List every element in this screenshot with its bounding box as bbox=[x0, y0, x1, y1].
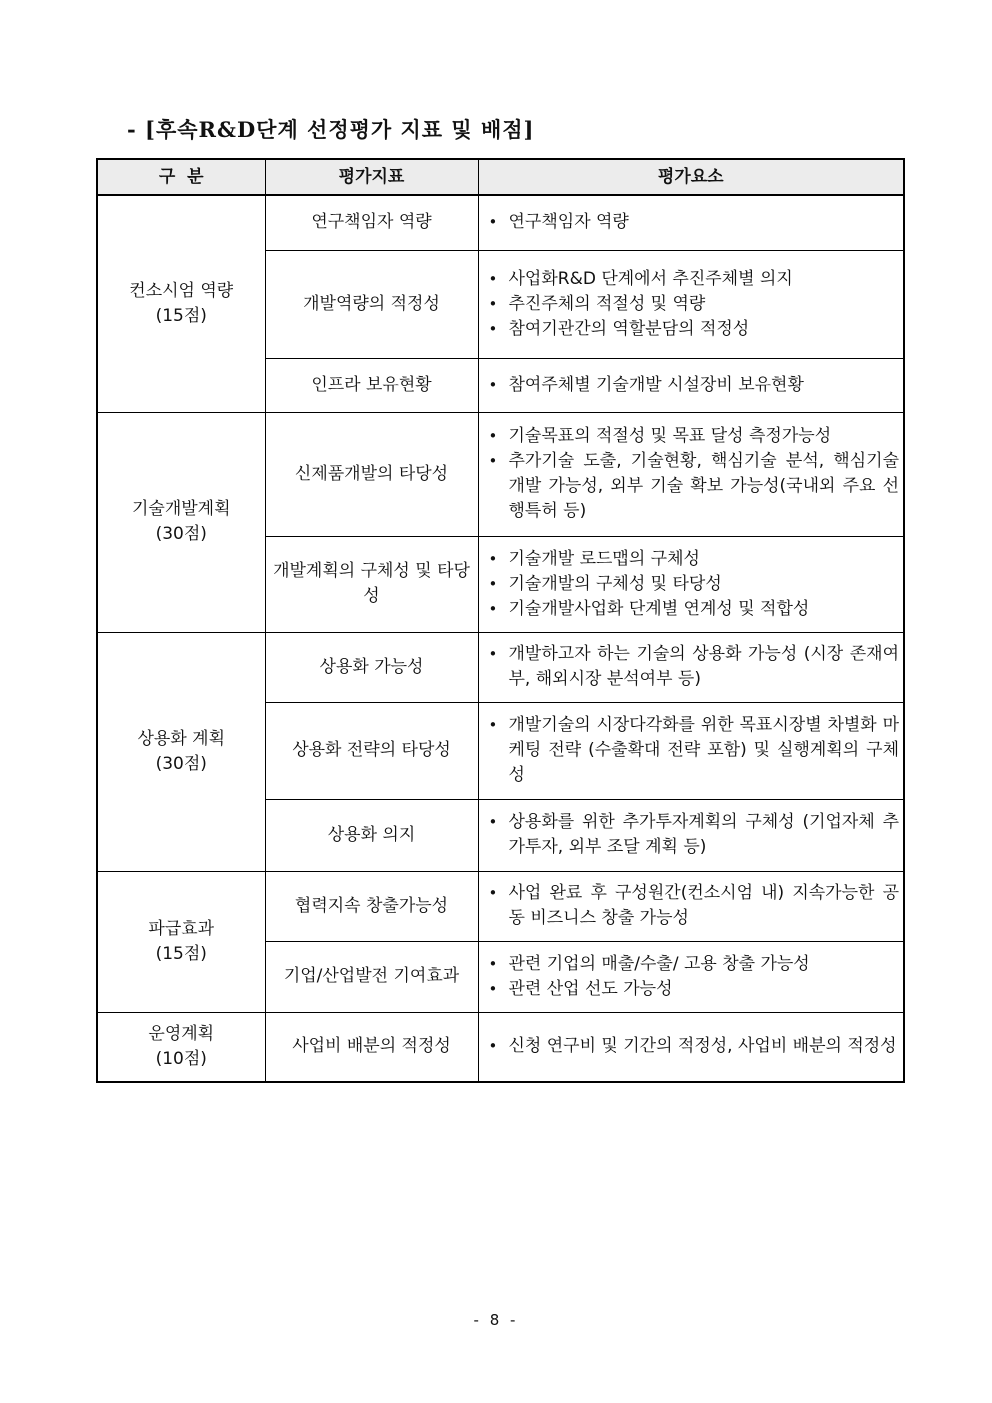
category-name: 기술개발계획 bbox=[131, 499, 231, 519]
category-cell bbox=[97, 871, 265, 1012]
list-item: • 기술개발의 구체성 및 타당성 bbox=[483, 572, 900, 597]
list-item: • 기술개발 로드맵의 구체성 bbox=[483, 547, 900, 572]
table-row bbox=[97, 632, 904, 702]
category-cell bbox=[97, 412, 265, 632]
table-body bbox=[97, 195, 904, 1082]
list-item: • 추진주체의 적절성 및 역량 bbox=[483, 292, 900, 317]
list-item: • 개발하고자 하는 기술의 상용화 가능성 (시장 존재여부, 해외시장 분석여부 등) bbox=[483, 642, 900, 692]
elements-list bbox=[483, 881, 900, 931]
list-item: • 관련 기업의 매출/수출/ 고용 창출 가능성 bbox=[483, 952, 900, 977]
indicator-cell: 상용화 의지 bbox=[265, 799, 478, 871]
category-name: 컨소시엄 역량 bbox=[129, 280, 234, 301]
indicator-cell: 상용화 전략의 타당성 bbox=[265, 702, 478, 799]
elements-cell bbox=[478, 412, 904, 536]
indicator-cell: 연구책임자 역량 bbox=[265, 195, 478, 250]
category-points: (30점) bbox=[155, 524, 207, 544]
category-name: 운영계획 bbox=[148, 1023, 215, 1044]
list-item: • 사업화R&D 단계에서 추진주체별 의지 bbox=[483, 267, 900, 292]
category-points: (10점) bbox=[155, 1048, 207, 1069]
category-name: 파급효과 bbox=[148, 918, 215, 939]
list-item: • 기술목표의 적절성 및 목표 달성 측정가능성 bbox=[483, 424, 900, 449]
indicator-cell: 개발역량의 적정성 bbox=[265, 250, 478, 358]
elements-list bbox=[483, 810, 900, 860]
table-row bbox=[97, 1012, 904, 1082]
list-item: • 신청 연구비 및 기간의 적정성, 사업비 배분의 적정성 bbox=[483, 1034, 900, 1059]
indicator-cell: 기업/산업발전 기여효과 bbox=[265, 941, 478, 1012]
elements-cell bbox=[478, 632, 904, 702]
table-row bbox=[97, 871, 904, 941]
elements-cell bbox=[478, 195, 904, 250]
elements-list bbox=[483, 642, 900, 692]
elements-cell bbox=[478, 941, 904, 1012]
elements-list bbox=[483, 713, 900, 788]
category-points: (15점) bbox=[155, 943, 207, 964]
category-points: (30점) bbox=[155, 753, 207, 774]
elements-list bbox=[483, 952, 900, 1002]
table-header-row bbox=[97, 159, 904, 195]
indicator-cell: 신제품개발의 타당성 bbox=[265, 412, 478, 536]
table-row bbox=[97, 412, 904, 536]
list-item: • 기술개발사업화 단계별 연계성 및 적합성 bbox=[483, 597, 900, 622]
elements-list bbox=[483, 373, 900, 398]
elements-list bbox=[483, 210, 900, 235]
header-category: 구 분 bbox=[97, 159, 265, 195]
indicator-cell: 인프라 보유현황 bbox=[265, 358, 478, 412]
table-row bbox=[97, 195, 904, 250]
category-cell bbox=[97, 195, 265, 412]
indicator-cell: 상용화 가능성 bbox=[265, 632, 478, 702]
category-cell bbox=[97, 1012, 265, 1082]
elements-cell bbox=[478, 358, 904, 412]
elements-list bbox=[483, 424, 900, 524]
list-item: • 상용화를 위한 추가투자계획의 구체성 (기업자체 추가투자, 외부 조달 계획 등) bbox=[483, 810, 900, 860]
elements-list bbox=[483, 1034, 900, 1059]
elements-cell bbox=[478, 871, 904, 941]
category-points: (15점) bbox=[155, 305, 207, 326]
list-item: • 참여기관간의 역할분담의 적정성 bbox=[483, 317, 900, 342]
elements-cell bbox=[478, 799, 904, 871]
header-elements: 평가요소 bbox=[478, 159, 904, 195]
indicator-cell: 사업비 배분의 적정성 bbox=[265, 1012, 478, 1082]
category-name: 상용화 계획 bbox=[137, 728, 225, 749]
indicator-cell: 협력지속 창출가능성 bbox=[265, 871, 478, 941]
header-indicator: 평가지표 bbox=[265, 159, 478, 195]
indicator-cell: 개발계획의 구체성 및 타당성 bbox=[265, 536, 478, 632]
elements-cell bbox=[478, 250, 904, 358]
list-item: • 관련 산업 선도 가능성 bbox=[483, 977, 900, 1002]
evaluation-table bbox=[96, 158, 905, 1083]
section-title: - [후속R&D단계 선정평가 지표 및 배점] bbox=[127, 117, 535, 142]
category-cell bbox=[97, 632, 265, 871]
elements-cell bbox=[478, 702, 904, 799]
elements-list bbox=[483, 547, 900, 622]
list-item: • 추가기술 도출, 기술현황, 핵심기술 분석, 핵심기술 개발 가능성, 외부 기술 확보 가능성(국내외 주요 선행특허 등) bbox=[483, 449, 900, 524]
list-item: • 연구책임자 역량 bbox=[483, 210, 900, 235]
elements-cell bbox=[478, 1012, 904, 1082]
list-item: • 참여주체별 기술개발 시설장비 보유현황 bbox=[483, 373, 900, 398]
elements-list bbox=[483, 267, 900, 342]
elements-cell bbox=[478, 536, 904, 632]
list-item: • 개발기술의 시장다각화를 위한 목표시장별 차별화 마케팅 전략 (수출확대 전략 포함) 및 실행계획의 구체성 bbox=[483, 713, 900, 788]
list-item: • 사업 완료 후 구성원간(컨소시엄 내) 지속가능한 공동 비즈니스 창출 가능성 bbox=[483, 881, 900, 931]
page-number: - 8 - bbox=[473, 1311, 519, 1329]
